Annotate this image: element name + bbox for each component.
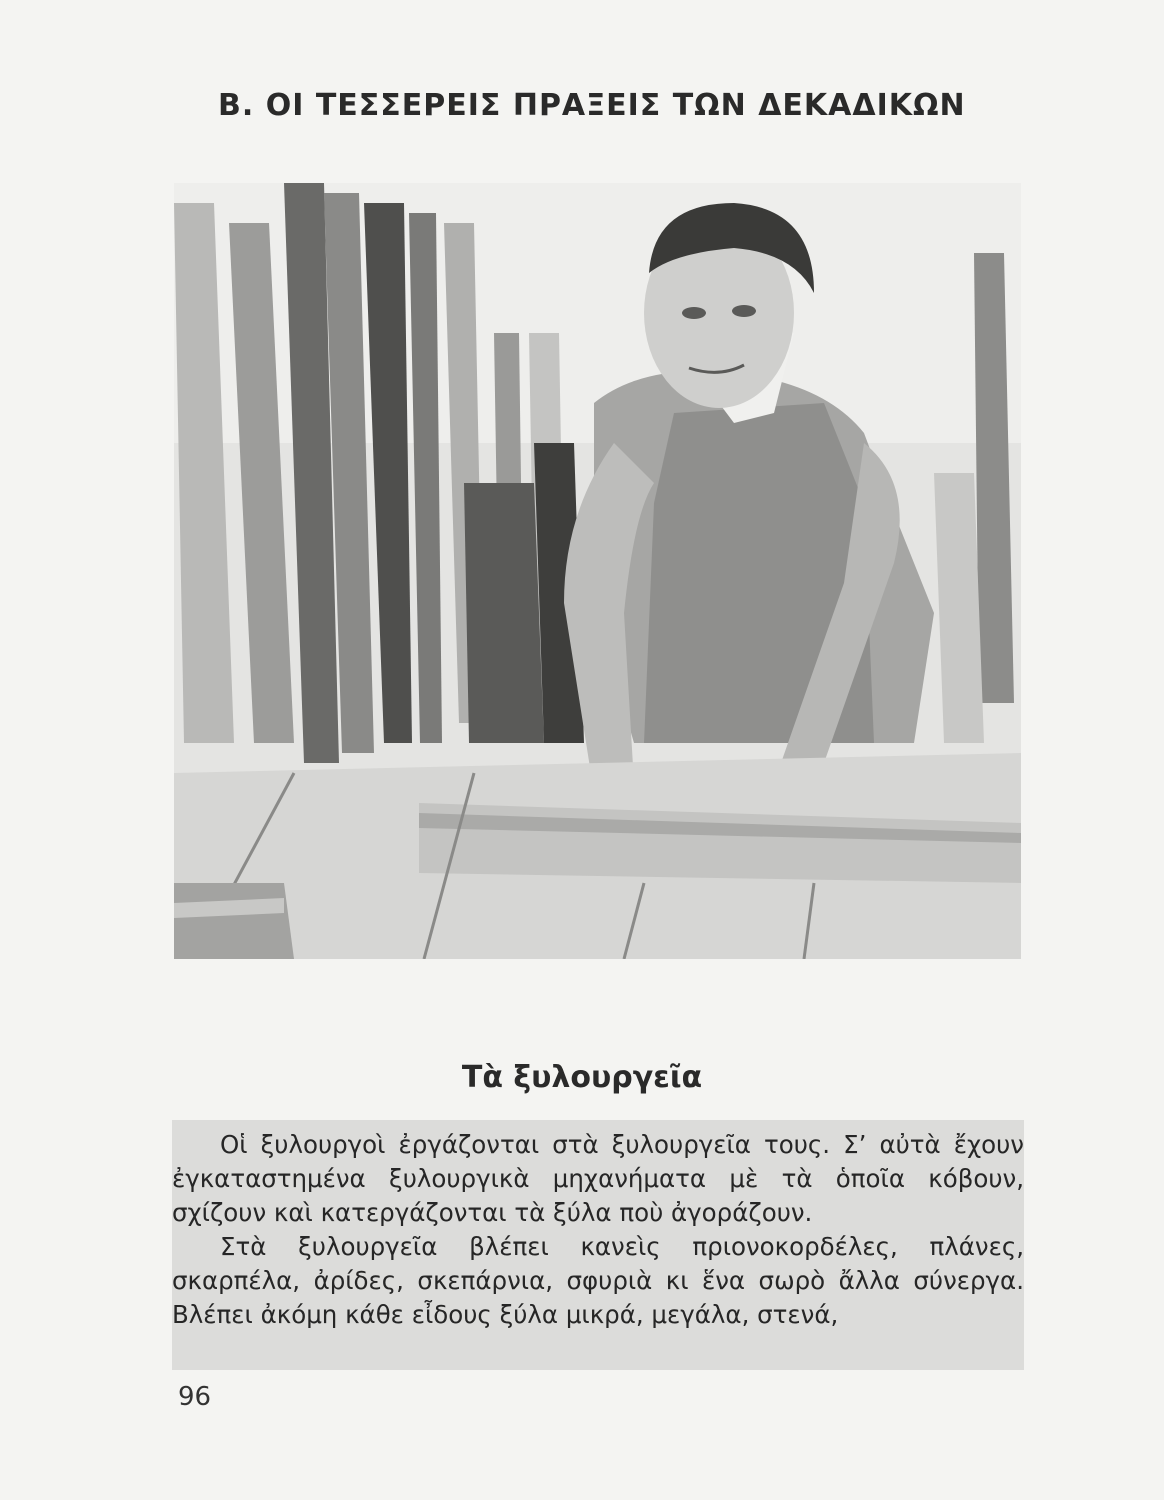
page-heading: B. ΟΙ ΤΕΣΣΕΡΕΙΣ ΠΡΑΞΕΙΣ ΤΩΝ ΔΕΚΑΔΙΚΩΝ xyxy=(218,88,966,123)
carpenter-illustration xyxy=(174,183,1021,959)
paragraph-2: Στὰ ξυλουργεῖα βλέπει κανεὶς πριονοκορδέλες, πλάνες, σκαρπέλα, ἀρίδες, σκεπάρνια, σφυριὰ κι ἕνα σωρὸ ἄλλα σύνεργα. Βλέπει ἀκόμη κάθε εἶδους ξύλα μικρά, μεγάλα, στενά, xyxy=(172,1232,1024,1329)
page-number: 96 xyxy=(178,1382,212,1412)
section-title: Τὰ ξυλουργεῖα xyxy=(461,1060,703,1095)
body-text-block xyxy=(172,1120,1024,1370)
paragraph-1: Οἱ ξυλουργοὶ ἐργάζονται στὰ ξυλουργεῖα τους. Σ’ αὐτὰ ἔχουν ἐγκαταστημένα ξυλουργικὰ μηχανήματα μὲ τὰ ὁποῖα κόβουν, σχίζουν καὶ κατεργάζονται τὰ ξύλα ποὺ ἀγοράζουν. xyxy=(172,1130,1024,1227)
